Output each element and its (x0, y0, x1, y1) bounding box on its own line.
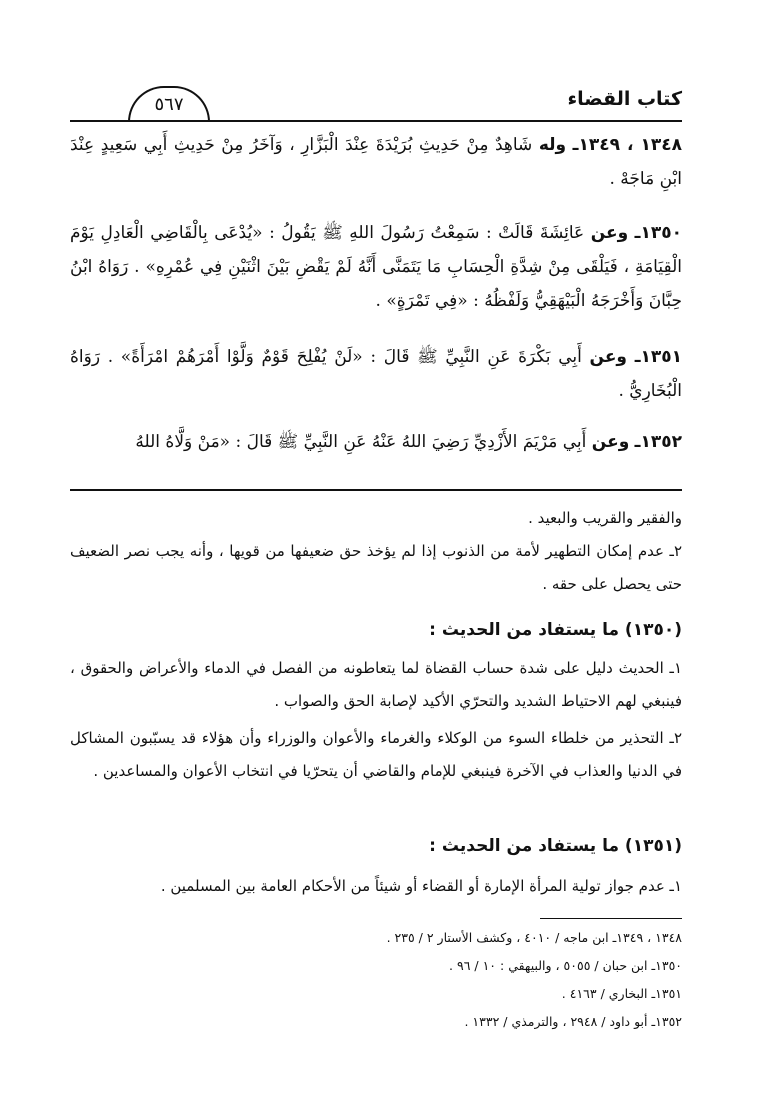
commentary-point: ٢ـ التحذير من خلطاء السوء من الوكلاء والغرماء والأعوان والوزراء وأن هؤلاء قد يسبّبون المشاكل في الدنيا والعذاب في الآخرة فينبغي للإمام والقاضي أن يتحرّيا في انتخاب الأعوان والمساعدين . (70, 729, 682, 780)
hadith-text: أَبِي بَكْرَةَ عَنِ النَّبِيِّ ﷺ قَالَ : «لَنْ يُفْلِحَ قَوْمٌ وَلَّوْا أَمْرَهُمْ امْرَأَةً» . رَوَاهُ الْبُخَارِيُّ . (70, 347, 682, 401)
section-heading-1350: (١٣٥٠) ما يستفاد من الحديث : (429, 620, 682, 640)
footnote: ١٣٥٠ـ ابن حبان / ٥٠٥٥ ، والبيهقي : ١٠ / ٩٦ . (449, 958, 682, 973)
hadith-lead: وله (538, 135, 567, 155)
footnote: ١٣٥١ـ البخاري / ٤١٦٣ . (561, 986, 682, 1001)
footnote: ١٣٥٢ـ أبو داود / ٢٩٤٨ ، والترمذي / ١٣٣٢ . (464, 1014, 682, 1029)
hadith-number: ١٣٥٢ـ (634, 432, 682, 452)
footnotes (70, 924, 682, 1036)
commentary-point: ١ـ الحديث دليل على شدة حساب القضاة لما يتعاطونه من الفصل في الدماء والأعراض والحقوق ، فينبغي لهم الاحتياط الشديد والتحرّي الأكيد لإصابة الحق والصواب . (70, 659, 682, 710)
hadith-text: عَائِشَةَ قَالَتْ : سَمِعْتُ رَسُولَ اللهِ ﷺ يَقُولُ : «يُدْعَى بِالْقَاضِي الْعَادِلِ يَوْمَ الْقِيَامَةِ ، فَيَلْقَى مِنْ شِدَّةِ الْحِسَابِ مَا يَتَمَنَّى أَنَّهُ لَمْ يَقْضِ بَيْنَ اثْنَيْنِ فِي عُمْرِهِ» . رَوَاهُ ابْنُ حِبَّانَ وَأَخْرَجَهُ الْبَيْهَقِيُّ وَلَفْظُهُ : «فِي تَمْرَةٍ» . (70, 223, 682, 311)
footnote-rule (540, 918, 682, 919)
section-heading-1351: (١٣٥١) ما يستفاد من الحديث : (429, 836, 682, 856)
hadith-lead: وعن (590, 223, 629, 243)
hadith-number: ١٣٥١ـ (634, 347, 683, 367)
chapter-title: كتاب القضاء (567, 88, 682, 110)
hadith-1352 (70, 425, 682, 459)
hadith-text: شَاهِدٌ مِنْ حَدِيثِ بُرَيْدَةَ عِنْدَ الْبَزَّارِ ، وَآخَرُ مِنْ حَدِيثِ أَبِي سَعِيدٍ عِنْدَ ابْنِ مَاجَهْ . (70, 135, 682, 189)
hadith-text: أَبِي مَرْيَمَ الأَزْدِيِّ رَضِيَ اللهُ عَنْهُ عَنِ النَّبِيِّ ﷺ قَالَ : «مَنْ وَلَّاهُ اللهُ (135, 432, 587, 452)
commentary-point: ٢ـ عدم إمكان التطهير لأمة من الذنوب إذا لم يؤخذ حق ضعيفها من قويها ، وأنه يجب نصر الضعيف حتى يحصل على حقه . (70, 542, 682, 593)
hadith-1348 (70, 128, 682, 196)
hadith-lead: وعن (589, 347, 627, 367)
hadith-number: ١٣٥٠ـ (634, 223, 682, 243)
commentary-line: والفقير والقريب والبعيد . (528, 509, 682, 527)
hadith-1350 (70, 216, 682, 318)
page-number: ٥٦٧ (128, 86, 210, 122)
page-header (70, 86, 682, 124)
text-commentary-divider (70, 489, 682, 491)
commentary-point: ١ـ عدم جواز تولية المرأة الإمارة أو القضاء أو شيئاً من الأحكام العامة بين المسلمين . (160, 877, 682, 895)
hadith-number: ١٣٤٨ ، ١٣٤٩ـ (572, 135, 683, 155)
footnote: ١٣٤٨ ، ١٣٤٩ـ ابن ماجه / ٤٠١٠ ، وكشف الأستار ٢ / ٢٣٥ . (386, 930, 682, 945)
header-rule (70, 120, 682, 122)
hadith-1351 (70, 340, 682, 408)
hadith-lead: وعن (591, 432, 630, 452)
